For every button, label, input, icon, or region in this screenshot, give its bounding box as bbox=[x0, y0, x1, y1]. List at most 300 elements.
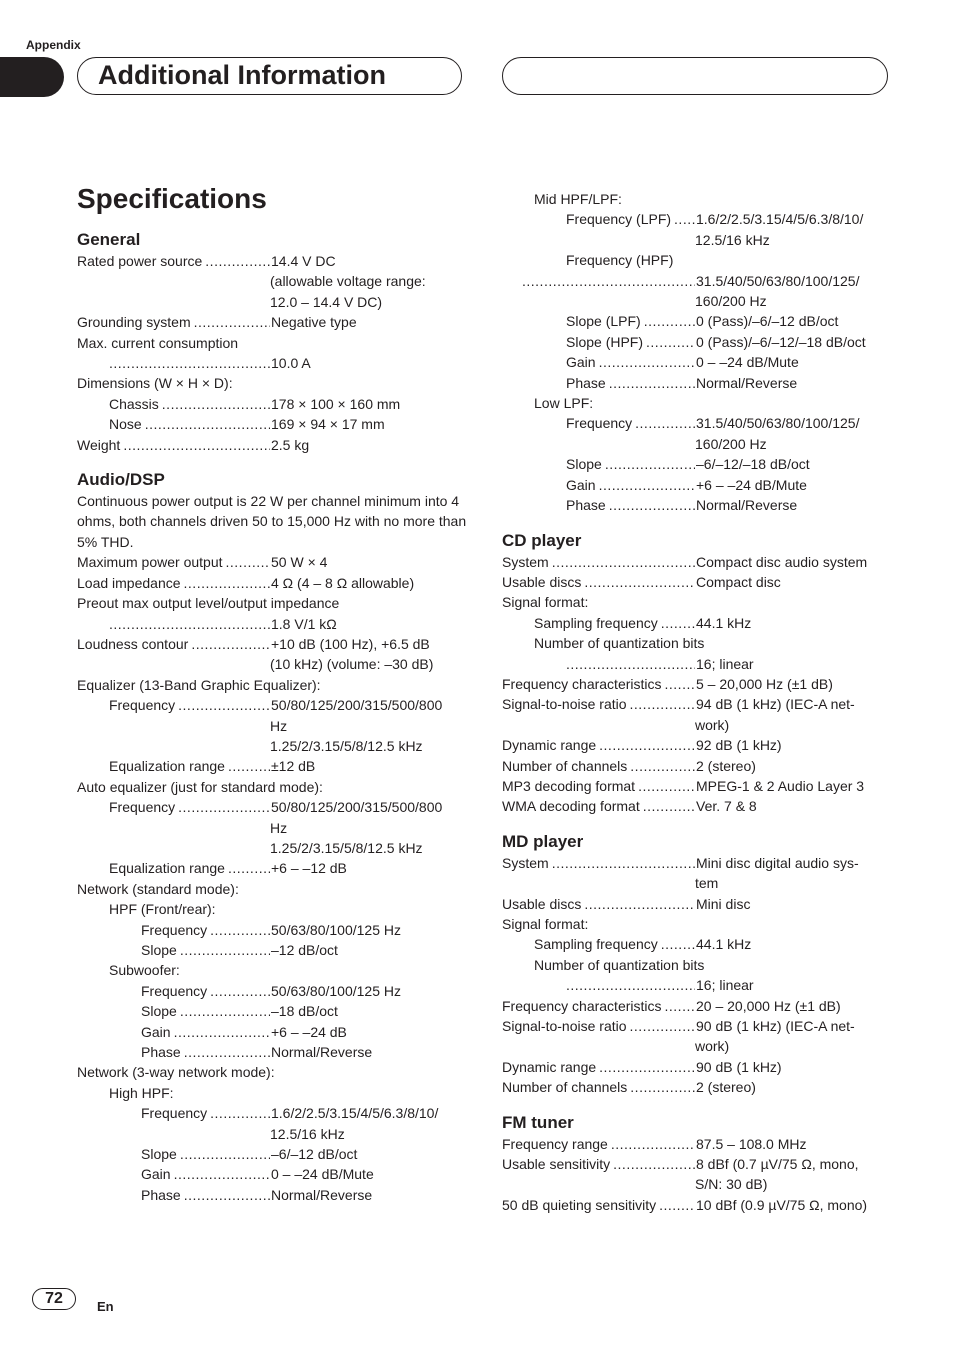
spec-subheading: Signal format: bbox=[502, 916, 589, 932]
dot-leader bbox=[180, 1144, 270, 1164]
dot-leader bbox=[630, 1077, 695, 1097]
spec-row bbox=[502, 373, 892, 393]
spec-label: Slope (HPF) bbox=[566, 333, 644, 350]
spec-label: Slope bbox=[141, 942, 177, 958]
spec-value: 31.5/40/50/63/80/100/125/ bbox=[696, 272, 860, 289]
spec-label-cell bbox=[77, 858, 270, 878]
spec-label-cell bbox=[502, 373, 695, 393]
dot-leader bbox=[661, 934, 695, 954]
spec-label: Sampling frequency bbox=[534, 614, 658, 631]
dot-leader bbox=[184, 1042, 270, 1062]
spec-value-continued: 1.25/2/3.15/5/8/12.5 kHz bbox=[270, 839, 423, 856]
spec-row bbox=[502, 1154, 892, 1174]
language-code: En bbox=[97, 1299, 114, 1314]
spec-label: Maximum power output bbox=[77, 554, 223, 571]
spec-subheading: HPF (Front/rear): bbox=[109, 901, 216, 918]
spec-row bbox=[502, 413, 892, 433]
spec-label-cell bbox=[77, 695, 270, 715]
dot-leader bbox=[643, 796, 695, 816]
spec-label: Equalization range bbox=[109, 860, 225, 877]
spec-label: Frequency bbox=[141, 982, 208, 999]
spec-value: 50/80/125/200/315/500/800 bbox=[271, 697, 443, 714]
spec-label: Slope bbox=[141, 1146, 177, 1163]
spec-label-cell bbox=[77, 1103, 270, 1123]
spec-value: Normal/Reverse bbox=[696, 497, 798, 514]
spec-label-cell bbox=[502, 853, 695, 873]
spec-row bbox=[502, 475, 892, 495]
spec-row bbox=[502, 894, 892, 914]
dot-leader bbox=[584, 572, 695, 592]
spec-value-continued: work) bbox=[695, 1038, 730, 1055]
page-number: 72 bbox=[32, 1288, 76, 1310]
spec-row bbox=[502, 454, 892, 474]
spec-label: Loudness contour bbox=[77, 635, 189, 652]
spec-label-cell bbox=[502, 776, 695, 796]
spec-value-continued: 1.25/2/3.15/5/8/12.5 kHz bbox=[270, 737, 423, 754]
spec-value: 0 – –24 dB/Mute bbox=[271, 1166, 374, 1183]
spec-label-cell bbox=[502, 1134, 695, 1154]
spec-value: 44.1 kHz bbox=[696, 936, 752, 953]
spec-value-continued: Hz bbox=[270, 819, 288, 836]
spec-value-continued: 160/200 Hz bbox=[695, 435, 767, 452]
dot-leader bbox=[178, 797, 270, 817]
spec-row bbox=[502, 674, 892, 694]
spec-label-cell bbox=[77, 552, 270, 572]
dot-leader bbox=[659, 1195, 695, 1215]
dot-leader bbox=[599, 352, 695, 372]
spec-value: 0 (Pass)/–6/–12/–18 dB/oct bbox=[696, 333, 866, 350]
spec-value: MPEG-1 & 2 Audio Layer 3 bbox=[696, 777, 865, 794]
spec-row bbox=[502, 209, 892, 229]
dot-leader bbox=[191, 634, 270, 654]
spec-row bbox=[502, 996, 892, 1016]
spec-label-cell bbox=[502, 796, 695, 816]
spec-label: Chassis bbox=[109, 395, 159, 412]
dot-leader bbox=[228, 756, 270, 776]
spec-row bbox=[502, 735, 892, 755]
dot-leader bbox=[552, 552, 695, 572]
spec-label-cell bbox=[502, 311, 695, 331]
spec-label: Usable discs bbox=[502, 573, 582, 590]
dot-leader bbox=[609, 495, 695, 515]
dot-leader bbox=[611, 1134, 695, 1154]
spec-row bbox=[502, 934, 892, 954]
spec-label-cell bbox=[502, 894, 695, 914]
spec-value: Mini disc bbox=[696, 895, 751, 912]
spec-row bbox=[502, 796, 892, 816]
spec-value: 94 dB (1 kHz) (IEC-A net- bbox=[696, 696, 855, 713]
spec-paragraph: Continuous power output is 22 W per channel minimum into 4 ohms, both channels driven 50 to 15,000 Hz with no more than 5% THD. bbox=[77, 493, 467, 550]
spec-label: Equalization range bbox=[109, 758, 225, 775]
spec-label-cell bbox=[77, 394, 270, 414]
dot-leader bbox=[661, 613, 695, 633]
spec-row bbox=[502, 572, 892, 592]
page-title: Specifications bbox=[77, 183, 267, 214]
spec-value: 2 (stereo) bbox=[696, 1079, 756, 1096]
specs-right-column bbox=[502, 189, 892, 1215]
spec-label: Frequency bbox=[566, 415, 633, 432]
spec-label: Frequency bbox=[141, 921, 208, 938]
spec-label-cell bbox=[502, 552, 695, 572]
dot-leader bbox=[630, 756, 695, 776]
dot-leader bbox=[635, 413, 695, 433]
spec-value: 20 – 20,000 Hz (±1 dB) bbox=[696, 997, 841, 1014]
spec-row bbox=[77, 394, 467, 414]
spec-row bbox=[502, 756, 892, 776]
spec-value: Mini disc digital audio sys- bbox=[696, 854, 859, 871]
spec-row bbox=[502, 853, 892, 873]
spec-label: Frequency characteristics bbox=[502, 675, 662, 692]
spec-label-cell bbox=[77, 573, 270, 593]
spec-value: +6 – –12 dB bbox=[271, 860, 347, 877]
spec-row bbox=[77, 353, 467, 373]
dot-leader bbox=[584, 894, 695, 914]
dot-leader bbox=[522, 271, 695, 291]
spec-row bbox=[77, 634, 467, 654]
spec-value: 92 dB (1 kHz) bbox=[696, 737, 782, 754]
spec-label-cell bbox=[77, 251, 270, 271]
spec-label: System bbox=[502, 553, 549, 570]
dot-leader bbox=[674, 209, 695, 229]
spec-label-cell bbox=[77, 920, 270, 940]
spec-row bbox=[77, 435, 467, 455]
spec-label: Gain bbox=[141, 1023, 171, 1040]
spec-label-cell bbox=[502, 1077, 695, 1097]
dot-leader bbox=[210, 920, 270, 940]
spec-value: –12 dB/oct bbox=[271, 942, 338, 958]
spec-label-cell bbox=[502, 209, 695, 229]
spec-value: 4 Ω (4 – 8 Ω allowable) bbox=[271, 574, 415, 591]
spec-row bbox=[502, 332, 892, 352]
spec-label-cell bbox=[502, 413, 695, 433]
spec-row bbox=[77, 1001, 467, 1021]
header-box-empty bbox=[502, 57, 888, 95]
spec-label: MP3 decoding format bbox=[502, 777, 636, 794]
spec-value: –6/–12/–18 dB/oct bbox=[696, 456, 810, 473]
spec-value-continued: (10 kHz) (volume: –30 dB) bbox=[270, 656, 434, 673]
spec-value: 10 dBf (0.9 µV/75 Ω, mono) bbox=[696, 1196, 868, 1213]
spec-label-cell bbox=[77, 353, 270, 373]
spec-value: Compact disc audio system bbox=[696, 553, 868, 570]
dot-leader bbox=[605, 454, 695, 474]
spec-label-cell bbox=[502, 996, 695, 1016]
spec-label-cell bbox=[77, 1022, 270, 1042]
spec-label-cell bbox=[77, 797, 270, 817]
dot-leader bbox=[174, 1164, 270, 1184]
spec-label-cell bbox=[502, 975, 695, 995]
spec-label-cell bbox=[502, 495, 695, 515]
dot-leader bbox=[665, 996, 695, 1016]
spec-value-continued: work) bbox=[695, 716, 730, 733]
dot-leader bbox=[630, 694, 695, 714]
spec-value: Compact disc bbox=[696, 573, 781, 590]
spec-subheading: Dimensions (W × H × D): bbox=[77, 375, 233, 392]
dot-leader bbox=[184, 573, 270, 593]
spec-value-continued: Hz bbox=[270, 717, 288, 734]
spec-value: 90 dB (1 kHz) (IEC-A net- bbox=[696, 1018, 855, 1035]
dot-leader bbox=[162, 394, 270, 414]
spec-value: +6 – –24 dB bbox=[271, 1023, 347, 1040]
spec-label-cell bbox=[77, 614, 270, 634]
spec-label-cell bbox=[502, 1154, 695, 1174]
dot-leader bbox=[145, 414, 270, 434]
spec-label-cell bbox=[502, 1057, 695, 1077]
spec-label: Frequency bbox=[109, 799, 176, 816]
dot-leader bbox=[184, 1185, 270, 1205]
spec-value: Normal/Reverse bbox=[271, 1186, 373, 1203]
spec-subheading: Subwoofer: bbox=[109, 962, 180, 979]
spec-label-cell bbox=[77, 1185, 270, 1205]
spec-subheading: Signal format: bbox=[502, 594, 589, 611]
spec-label-cell bbox=[77, 312, 270, 332]
section-heading: FM tuner bbox=[502, 1112, 574, 1132]
spec-subheading: Preout max output level/output impedance bbox=[77, 595, 340, 612]
spec-value-continued: (allowable voltage range: bbox=[270, 273, 426, 290]
spec-row bbox=[77, 251, 467, 271]
dot-leader bbox=[599, 475, 695, 495]
dot-leader bbox=[228, 858, 270, 878]
spec-label-cell bbox=[502, 735, 695, 755]
spec-row bbox=[502, 975, 892, 995]
spec-value: +10 dB (100 Hz), +6.5 dB bbox=[271, 635, 430, 652]
dot-leader bbox=[552, 853, 695, 873]
spec-subheading: Equalizer (13-Band Graphic Equalizer): bbox=[77, 676, 321, 693]
spec-row bbox=[502, 1077, 892, 1097]
section-heading: MD player bbox=[502, 831, 584, 851]
spec-label: Frequency (LPF) bbox=[566, 211, 672, 228]
spec-value: 2 (stereo) bbox=[696, 757, 756, 774]
spec-label: Phase bbox=[566, 497, 606, 514]
spec-label-cell bbox=[77, 1164, 270, 1184]
spec-row bbox=[502, 1016, 892, 1036]
dot-leader bbox=[194, 312, 270, 332]
spec-label: Phase bbox=[141, 1186, 181, 1203]
header-title: Additional Information bbox=[98, 60, 386, 90]
spec-label: Slope bbox=[141, 1003, 177, 1020]
spec-row bbox=[77, 552, 467, 572]
spec-subheading: Network (standard mode): bbox=[77, 880, 239, 897]
spec-subheading: Network (3-way network mode): bbox=[77, 1064, 275, 1081]
spec-label-cell bbox=[77, 634, 270, 654]
spec-row bbox=[77, 573, 467, 593]
spec-row bbox=[502, 776, 892, 796]
spec-subheading: Low LPF: bbox=[534, 395, 594, 412]
spec-row bbox=[77, 920, 467, 940]
dot-leader bbox=[644, 311, 695, 331]
spec-value: 169 × 94 × 17 mm bbox=[271, 416, 385, 433]
spec-label-cell bbox=[77, 435, 270, 455]
spec-label: Frequency bbox=[109, 697, 176, 714]
dot-leader bbox=[630, 1016, 695, 1036]
spec-label-cell bbox=[502, 352, 695, 372]
dot-leader bbox=[109, 614, 270, 634]
section-heading: General bbox=[77, 230, 141, 249]
spec-row bbox=[77, 1164, 467, 1184]
spec-label: Gain bbox=[566, 354, 596, 371]
spec-row bbox=[77, 858, 467, 878]
spec-value: 87.5 – 108.0 MHz bbox=[696, 1135, 807, 1152]
spec-value: 1.8 V/1 kΩ bbox=[271, 615, 337, 632]
spec-value: Negative type bbox=[271, 314, 357, 331]
spec-row bbox=[502, 271, 892, 291]
spec-label: Gain bbox=[141, 1166, 171, 1183]
spec-value: 90 dB (1 kHz) bbox=[696, 1058, 782, 1075]
spec-label: Frequency range bbox=[502, 1135, 608, 1152]
spec-label-cell bbox=[502, 934, 695, 954]
spec-label: Usable discs bbox=[502, 895, 582, 912]
spec-value: 50 W × 4 bbox=[271, 554, 328, 571]
spec-row bbox=[502, 311, 892, 331]
section-heading: CD player bbox=[502, 530, 582, 550]
dot-leader bbox=[210, 981, 270, 1001]
spec-value: 16; linear bbox=[696, 655, 754, 672]
spec-subheading: Number of quantization bits bbox=[534, 635, 705, 652]
spec-value-continued: 12.0 – 14.4 V DC) bbox=[270, 293, 383, 310]
spec-label: Number of channels bbox=[502, 1079, 628, 1096]
spec-value: +6 – –24 dB/Mute bbox=[696, 476, 807, 493]
dot-leader bbox=[665, 674, 695, 694]
spec-value: 50/80/125/200/315/500/800 bbox=[271, 799, 443, 816]
spec-label-cell bbox=[502, 654, 695, 674]
spec-row bbox=[502, 1057, 892, 1077]
spec-label-cell bbox=[502, 475, 695, 495]
spec-value: Normal/Reverse bbox=[271, 1044, 373, 1061]
spec-row bbox=[77, 756, 467, 776]
header-box bbox=[77, 57, 462, 95]
spec-value-continued: tem bbox=[695, 875, 719, 892]
spec-row bbox=[77, 1144, 467, 1164]
spec-subheading: Auto equalizer (just for standard mode): bbox=[77, 778, 323, 795]
spec-subheading: Max. current consumption bbox=[77, 334, 239, 351]
spec-label-cell bbox=[502, 332, 695, 352]
spec-subheading: High HPF: bbox=[109, 1084, 174, 1101]
spec-label: System bbox=[502, 854, 549, 871]
spec-value: 31.5/40/50/63/80/100/125/ bbox=[696, 415, 860, 432]
spec-label-cell bbox=[77, 940, 270, 960]
spec-label: Load impedance bbox=[77, 574, 181, 591]
spec-value-continued: S/N: 30 dB) bbox=[695, 1176, 768, 1193]
spec-label-cell bbox=[502, 613, 695, 633]
spec-label-cell bbox=[502, 674, 695, 694]
spec-row bbox=[502, 552, 892, 572]
spec-value-continued: 12.5/16 kHz bbox=[695, 231, 770, 248]
spec-row bbox=[77, 312, 467, 332]
spec-subheading: Number of quantization bits bbox=[534, 956, 705, 973]
spec-label: Phase bbox=[566, 374, 606, 391]
spec-row bbox=[77, 614, 467, 634]
spec-label-cell bbox=[502, 454, 695, 474]
spec-row bbox=[77, 1185, 467, 1205]
spec-label-cell bbox=[77, 981, 270, 1001]
spec-value: 14.4 V DC bbox=[271, 253, 336, 269]
spec-value: 50/63/80/100/125 Hz bbox=[271, 982, 401, 999]
spec-value: 16; linear bbox=[696, 977, 754, 994]
spec-value: 10.0 A bbox=[271, 355, 311, 372]
spec-value: 50/63/80/100/125 Hz bbox=[271, 921, 401, 938]
spec-label: Number of channels bbox=[502, 757, 628, 774]
spec-row bbox=[77, 940, 467, 960]
spec-label: Usable sensitivity bbox=[502, 1156, 611, 1173]
spec-row bbox=[502, 694, 892, 714]
dot-leader bbox=[599, 1057, 695, 1077]
spec-value: Ver. 7 & 8 bbox=[696, 798, 757, 815]
spec-value: 0 (Pass)/–6/–12 dB/oct bbox=[696, 313, 839, 330]
dot-leader bbox=[599, 735, 695, 755]
spec-subheading: Frequency (HPF) bbox=[566, 252, 674, 269]
dot-leader bbox=[180, 940, 270, 960]
dot-leader bbox=[180, 1001, 270, 1021]
spec-value: 5 – 20,000 Hz (±1 dB) bbox=[696, 675, 833, 692]
spec-label-cell bbox=[77, 1001, 270, 1021]
dot-leader bbox=[178, 695, 270, 715]
spec-label: Nose bbox=[109, 416, 142, 433]
spec-row bbox=[77, 1042, 467, 1062]
dot-leader bbox=[205, 251, 270, 271]
spec-row bbox=[502, 495, 892, 515]
spec-label-cell bbox=[77, 756, 270, 776]
spec-value-continued: 160/200 Hz bbox=[695, 293, 767, 310]
spec-value: 44.1 kHz bbox=[696, 614, 752, 631]
spec-row bbox=[77, 1022, 467, 1042]
spec-row bbox=[502, 1195, 892, 1215]
spec-row bbox=[77, 1103, 467, 1123]
dot-leader bbox=[109, 353, 270, 373]
spec-label: Frequency characteristics bbox=[502, 997, 662, 1014]
spec-label-cell bbox=[502, 1195, 695, 1215]
dot-leader bbox=[646, 332, 695, 352]
spec-value: –6/–12 dB/oct bbox=[271, 1146, 358, 1163]
spec-value: ±12 dB bbox=[271, 758, 316, 775]
spec-value: 8 dBf (0.7 µV/75 Ω, mono, bbox=[696, 1156, 859, 1173]
dot-leader bbox=[609, 373, 695, 393]
spec-label-cell bbox=[77, 414, 270, 434]
spec-label: Slope (LPF) bbox=[566, 313, 641, 330]
specs-left-column bbox=[77, 229, 467, 1205]
spec-row bbox=[77, 981, 467, 1001]
spec-label: 50 dB quieting sensitivity bbox=[502, 1196, 657, 1213]
spec-label: Sampling frequency bbox=[534, 936, 658, 953]
spec-label: WMA decoding format bbox=[502, 798, 640, 815]
spec-label: Dynamic range bbox=[502, 737, 597, 754]
spec-row bbox=[77, 414, 467, 434]
spec-label-cell bbox=[502, 271, 695, 291]
dot-leader bbox=[638, 776, 695, 796]
spec-label: Signal-to-noise ratio bbox=[502, 1018, 627, 1035]
dot-leader bbox=[226, 552, 270, 572]
spec-row bbox=[502, 1134, 892, 1154]
dot-leader bbox=[566, 975, 695, 995]
spec-value: 1.6/2/2.5/3.15/4/5/6.3/8/10/ bbox=[696, 211, 864, 228]
spec-label: Signal-to-noise ratio bbox=[502, 696, 627, 713]
spec-row bbox=[77, 797, 467, 817]
section-tab-marker bbox=[0, 57, 64, 97]
dot-leader bbox=[566, 654, 695, 674]
spec-label: Frequency bbox=[141, 1105, 208, 1122]
spec-row bbox=[502, 352, 892, 372]
section-heading: Audio/DSP bbox=[77, 470, 165, 490]
spec-label: Phase bbox=[141, 1044, 181, 1061]
spec-label-cell bbox=[502, 756, 695, 776]
spec-value-continued: 12.5/16 kHz bbox=[270, 1125, 345, 1142]
spec-label-cell bbox=[502, 694, 695, 714]
spec-label-cell bbox=[502, 572, 695, 592]
spec-label-cell bbox=[77, 1144, 270, 1164]
spec-row bbox=[502, 613, 892, 633]
spec-row bbox=[77, 695, 467, 715]
spec-value: 0 – –24 dB/Mute bbox=[696, 354, 799, 371]
appendix-label: Appendix bbox=[26, 38, 81, 52]
spec-label: Weight bbox=[77, 436, 121, 453]
